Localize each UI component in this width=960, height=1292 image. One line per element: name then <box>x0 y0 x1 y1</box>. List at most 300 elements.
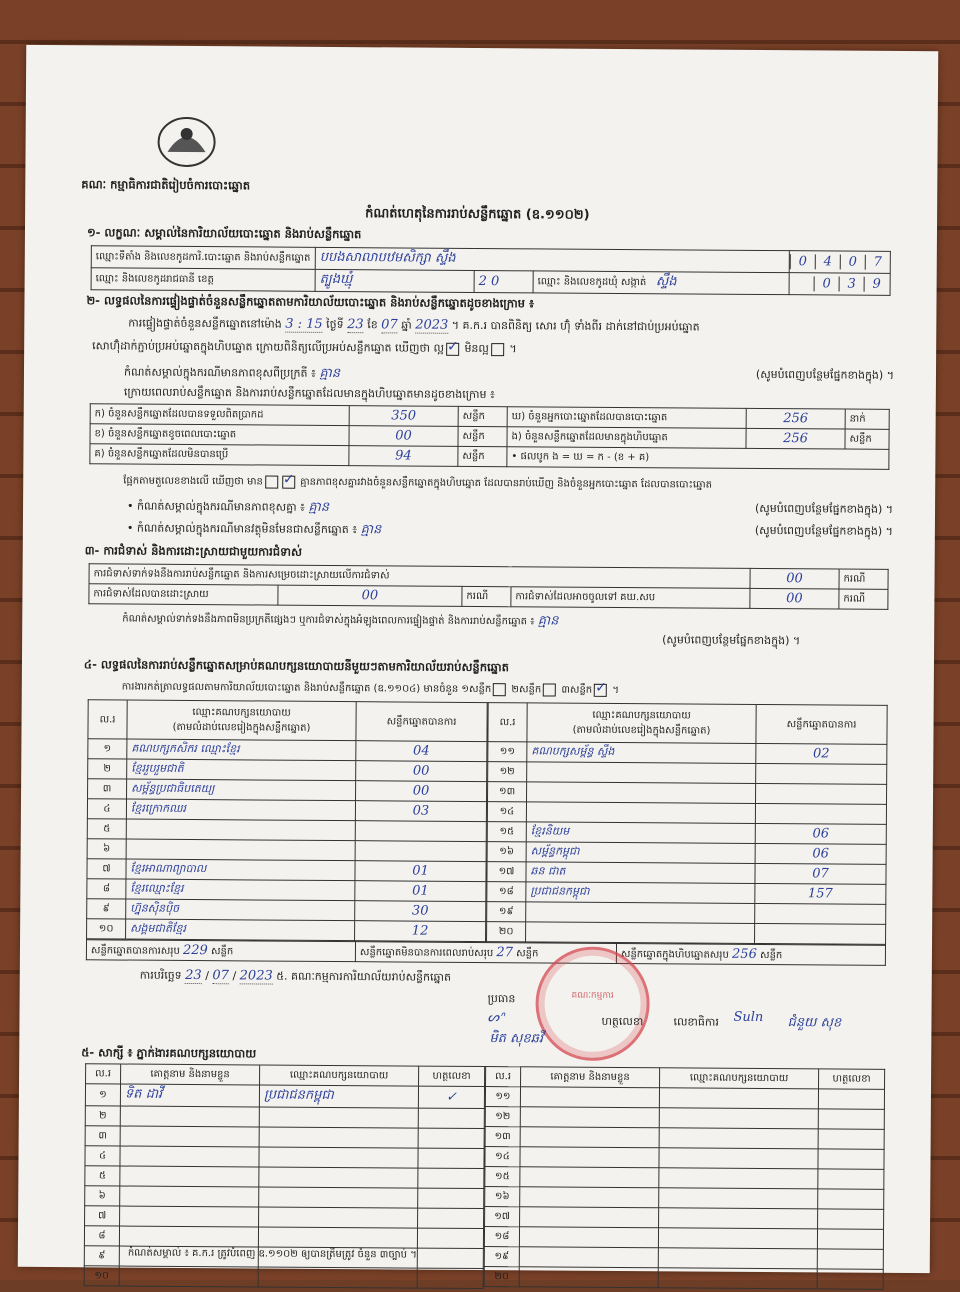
result-votes: 02 <box>756 743 887 764</box>
sum-unit: សន្លឹក <box>760 949 783 961</box>
sec3-unit: ករណី <box>839 569 888 589</box>
witness-party <box>659 1168 818 1189</box>
witness-party <box>259 1107 418 1128</box>
made-label: ការបរិច្ឆេទ <box>139 968 182 982</box>
result-row <box>487 922 886 945</box>
result-no: ១២ <box>488 762 527 782</box>
result-party: សម្ព័ន្ធប្រជាធិបតេយ្យ <box>127 779 356 801</box>
witness-party <box>258 1267 417 1288</box>
witness-signature <box>417 1268 483 1288</box>
note2-value: គ្មាន <box>308 499 330 515</box>
witness-no: ៦ <box>85 1186 120 1206</box>
national-emblem-icon <box>153 112 219 170</box>
sec2-line1 <box>128 316 699 337</box>
results-table-left <box>86 699 488 942</box>
result-row <box>487 882 886 905</box>
notok-label: មិនល្អ <box>464 341 489 356</box>
witness-name <box>520 1087 659 1108</box>
witness-name <box>519 1247 658 1268</box>
witness-row <box>484 1267 883 1290</box>
witness-signature <box>817 1269 883 1289</box>
sec1-row1-label: ឈ្មោះទីតាំង និងលេខកូដការិ.បោះឆ្នោត និងរាប់សន្លឹកឆ្នោត <box>91 246 315 270</box>
witness-row <box>485 1167 884 1190</box>
note1-label: កំណត់សម្គាល់ក្នុងករណីមានភាពខុសពីប្រក្រតី ៖ <box>123 365 316 380</box>
result-no: ១៣ <box>488 782 527 802</box>
witness-no: ១ <box>85 1084 120 1106</box>
sec1-row1-code <box>789 251 890 274</box>
sec1-row2-commune <box>533 271 789 295</box>
wit-col-name: គោត្តនាម និងនាមខ្លួន <box>521 1067 660 1088</box>
witness-no: ៨ <box>84 1226 119 1246</box>
result-votes <box>755 803 886 824</box>
witness-no: ១៦ <box>485 1187 520 1207</box>
witness-row <box>85 1146 484 1169</box>
result-party: ឆន ជាត <box>526 862 755 884</box>
witness-name <box>520 1107 659 1128</box>
results-table-right <box>486 702 888 945</box>
witness-signature <box>818 1169 884 1189</box>
witness-signature <box>418 1128 484 1148</box>
note3-hint: (សូមបំពេញបន្ថែមផ្នែកខាងក្នុង) ។ <box>754 523 893 538</box>
result-no: ៤ <box>87 799 126 819</box>
sec2-count-table <box>89 403 889 470</box>
day-label: ថ្ងៃទី <box>326 317 344 332</box>
witness-row <box>85 1186 484 1209</box>
result-row <box>87 839 486 862</box>
witness-row <box>485 1127 884 1150</box>
made-post: ៥. គណៈកម្មការការិយាល័យរាប់សន្លឹកឆ្នោត <box>276 969 452 984</box>
sec3-r2-value: 00 <box>278 585 462 606</box>
sum3 <box>616 943 885 965</box>
witness-no: ១៨ <box>484 1227 519 1247</box>
witness-row <box>85 1206 484 1229</box>
result-row <box>487 902 886 925</box>
month-label: ខែ <box>367 318 378 332</box>
witness-party <box>659 1148 818 1169</box>
sum-table <box>86 939 886 966</box>
result-no: ៧ <box>87 859 126 879</box>
result-party: ខ្មែរនិយម <box>526 822 755 844</box>
witness-name <box>520 1127 659 1148</box>
witness-name <box>120 1106 259 1127</box>
sec3-title: ៣- ការជំទាស់ និងការដោះស្រាយជាមួយការជំទាស់ <box>84 543 303 559</box>
no-diff-checkbox[interactable] <box>282 475 295 488</box>
sec1-row2-value: ត្បូងឃ្មុំ <box>315 269 474 292</box>
witness-row <box>84 1266 483 1289</box>
one-sheet-checkbox[interactable] <box>493 683 506 696</box>
ok-label: ល្អ <box>433 341 445 355</box>
chair-sig-label: ហត្ថលេខា <box>601 1014 644 1029</box>
witness-row <box>485 1187 884 1210</box>
witness-signature <box>418 1168 484 1188</box>
witness-no: ១៤ <box>485 1147 520 1167</box>
result-votes: 06 <box>755 823 886 844</box>
sec1-row2-num: 2 0 <box>474 270 533 292</box>
line1-post: ។ គ.ក.រ បានពិនិត្យ សោរ ហ៊ុំ ទាំងពីរ ដាក់នៅជាប់ប្រអប់ឆ្នោត <box>451 318 700 334</box>
witness-table-right <box>484 1066 886 1290</box>
result-party: ខ្មែរឈ្មោះខ្មែរ <box>126 879 355 901</box>
ok-checkbox[interactable] <box>446 342 459 355</box>
result-party: គណបក្សសម្ព័ន្ធ ស្ទឹង <box>527 742 756 764</box>
three-sheet-checkbox[interactable] <box>594 683 607 696</box>
sec3-unit: ករណី <box>462 586 511 606</box>
stamp-text: គណៈកម្មការ <box>571 990 614 1001</box>
result-row <box>87 859 486 882</box>
result-no: ២ <box>88 759 127 779</box>
sec3-r2-value2: 00 <box>750 588 839 609</box>
result-row <box>487 802 886 825</box>
code-digit: 0 <box>790 254 815 269</box>
result-votes <box>755 923 886 944</box>
witness-name <box>119 1226 258 1247</box>
count-day: 23 <box>347 317 364 333</box>
result-votes: 03 <box>355 801 486 822</box>
sec2-note3 <box>127 520 893 544</box>
ballot-count-form <box>18 45 939 1283</box>
count-year: 2023 <box>415 317 449 333</box>
witness-signature <box>818 1209 884 1229</box>
sec4-intro-text: ការងារកត់ត្រាលទ្ធផលតាមការិយាល័យបោះឆ្នោត និងរាប់សន្លឹកឆ្នោត (ឧ.១១០៤) មានចំនួន ១សន្លឹក <box>121 681 492 696</box>
result-party: គណបក្សកសិករ ឈ្មោះខ្មែរ <box>127 739 356 761</box>
witness-name <box>119 1266 258 1287</box>
witness-row <box>85 1106 484 1129</box>
sec3-r1-label: ការជំទាស់ទាក់ទងនឹងការរាប់សន្លឹកឆ្នោត និងការសម្រេចដោះស្រាយលើការជំទាស់ <box>89 564 750 589</box>
page-title: កំណត់ហេតុនៃការរាប់សន្លឹកឆ្នោត (ឧ.១១០២) <box>365 206 590 223</box>
witness-no: ១៣ <box>485 1127 520 1147</box>
result-row <box>87 899 486 922</box>
witness-signature <box>418 1208 484 1228</box>
sum3-value: 256 <box>732 946 757 962</box>
sum1-label: សន្លឹកឆ្នោតបានការសរុប <box>90 944 180 957</box>
witness-party <box>658 1228 817 1249</box>
count-label: ខ) ចំនួនសន្លឹកឆ្នោតខូចពេលបោះឆ្នោត <box>90 424 349 446</box>
secretary-name: ជំនួយ សុខ <box>787 1015 842 1031</box>
sec2-line2: សោហ៊ុំដាក់ភ្ជាប់ប្រអប់ឆ្នោតក្នុងហិបឆ្នោត ក្រោយពិនិត្យលើប្រអប់សន្លឹកឆ្នោត ឃើញថា ល្អ✓ មិនល្អ ។ <box>92 339 517 358</box>
result-party <box>526 902 755 924</box>
notok-checkbox[interactable] <box>491 343 504 356</box>
sum1-value: 229 <box>182 942 208 958</box>
result-row <box>87 799 486 822</box>
header-org: គណៈ កម្មាធិការជាតិរៀបចំការបោះឆ្នោត <box>81 177 251 193</box>
witness-signature <box>818 1129 884 1149</box>
code-digit: 7 <box>865 255 890 270</box>
two-sheet-checkbox[interactable] <box>543 683 556 696</box>
sec1-row2-label: ឈ្មោះ និងលេខកូដរាជធានី ខេត្ត <box>91 268 315 292</box>
witness-no: ៣ <box>85 1126 120 1146</box>
note2-label: • កំណត់សម្គាល់ក្នុងករណីមានភាពខុសគ្នា ៖ <box>127 499 305 514</box>
footer-note: កំណត់សម្គាល់ ៖ គ.ក.រ ត្រូវបំពេញ ឧ.១១០២ ឲ្យបានត្រឹមត្រូវ ចំនួន ៣ច្បាប់ ។ <box>127 1247 417 1261</box>
witness-name <box>120 1206 259 1227</box>
code-digit: 4 <box>815 254 840 269</box>
note1-value: គ្មាន <box>319 365 341 382</box>
witness-signature <box>818 1089 884 1109</box>
result-party <box>126 819 355 841</box>
sec3-r2-label2: ការជំទាស់ដែលអាចចូលទៅ គឃ.សប <box>511 587 750 609</box>
result-votes <box>755 903 886 924</box>
note1-hint: (សូមបំពេញបន្ថែមផ្នែកខាងក្នុង) ។ <box>755 367 895 382</box>
sec2-line4 <box>123 474 712 493</box>
witness-name <box>120 1186 259 1207</box>
witness-row <box>485 1087 884 1110</box>
result-row <box>488 782 887 805</box>
line4-text: ផ្អែកតាមតួលេខខាងលើ ឃើញថា មាន <box>123 475 263 488</box>
result-votes: 04 <box>356 741 487 762</box>
col-votes-header: សន្លឹកឆ្នោតបានការ <box>756 704 887 744</box>
count-unit: សន្លឹក <box>458 406 507 426</box>
witness-party <box>659 1108 818 1129</box>
witness-row <box>485 1207 884 1230</box>
result-no: ១៤ <box>487 802 526 822</box>
sum-unit: សន្លឹក <box>516 947 539 959</box>
witness-party <box>659 1088 818 1109</box>
witness-signature <box>417 1248 483 1268</box>
witness-no: ១១ <box>485 1087 520 1107</box>
sum3-label: សន្លឹកឆ្នោតក្នុងហិបឆ្នោតសរុប <box>620 948 729 961</box>
witness-row <box>85 1084 484 1109</box>
witness-party <box>259 1127 418 1148</box>
sum2-value: 27 <box>496 944 514 960</box>
witness-name <box>520 1207 659 1228</box>
witness-signature <box>817 1249 883 1269</box>
three-sheet-label: ៣សន្លឹក <box>561 684 593 696</box>
result-row <box>88 779 487 802</box>
witness-signature <box>818 1109 884 1129</box>
result-no: ១៦ <box>487 842 526 862</box>
result-party: ហ្វ៊ុនស៊ិនប៉ិច <box>126 899 355 921</box>
sec4-intro: ការងារកត់ត្រាលទ្ធផលតាមការិយាល័យបោះឆ្នោត និងរាប់សន្លឹកឆ្នោត (ឧ.១១០៤) មានចំនួន ១សន្លឹក ២សន្លឹក ៣សន្លឹក✓ ។ <box>122 680 619 698</box>
wit-col-no: ល.រ <box>86 1064 121 1084</box>
result-no: ១១ <box>488 742 527 762</box>
result-party: ខ្មែររួបរួមជាតិ <box>127 759 356 781</box>
sum1 <box>86 940 355 962</box>
result-no: ១៨ <box>487 882 526 902</box>
witness-party <box>658 1248 817 1269</box>
result-no: ៥ <box>87 819 126 839</box>
result-votes: 12 <box>355 921 486 942</box>
sec1-title: ១- លក្ខណៈ សម្គាល់នៃការិយាល័យបោះឆ្នោត និងរាប់សន្លឹកឆ្នោត <box>86 225 362 242</box>
sec5-title: ៥- សាក្សី ៖ ភ្នាក់ងារគណបក្សនយោបាយ <box>81 1045 257 1061</box>
result-votes: 00 <box>356 781 487 802</box>
sec4-title: ៤- លទ្ធផលនៃការរាប់សន្លឹកឆ្នោតសម្រាប់គណបក្សនយោបាយនីមួយៗតាមការិយាល័យរាប់សន្លឹកឆ្នោត <box>83 657 509 675</box>
made-date-line: ការបរិច្ឆេទ 23 / 07 / 2023 ៥. គណៈកម្មការការិយាល័យរាប់សន្លឹកឆ្នោត <box>139 967 452 984</box>
witness-no: ១៧ <box>485 1207 520 1227</box>
witness-no: ១២ <box>485 1107 520 1127</box>
code-digit: 0 <box>840 255 865 270</box>
line4-b-text: គ្មានភាពខុសគ្នារវាងចំនួនសន្លឹកឆ្នោតក្នុងហិបឆ្នោត ដែលបានរាប់ឃើញ និងចំនួនអ្នកបោះឆ្នោត ដែលបានបោះឆ្នោត <box>300 476 713 491</box>
sec3-unit: ករណី <box>839 589 888 609</box>
result-no: ១០ <box>87 919 126 939</box>
made-month: 07 <box>212 968 230 984</box>
result-row <box>488 762 887 785</box>
witness-signature <box>818 1149 884 1169</box>
sec1-row2-code <box>789 273 890 296</box>
count-label: ក) ចំនួនសន្លឹកឆ្នោតដែលបានទទួលពិតប្រាកដ <box>90 404 349 426</box>
witness-name: ទិត ដាវី <box>120 1084 259 1107</box>
result-no: ២០ <box>487 922 526 942</box>
witness-party <box>659 1188 818 1209</box>
witness-party <box>259 1207 418 1228</box>
result-no: ១ <box>88 739 127 759</box>
wit-col-party: ឈ្មោះគណបក្សនយោបាយ <box>660 1068 819 1089</box>
witness-no: ១៩ <box>484 1247 519 1267</box>
result-votes: 00 <box>356 761 487 782</box>
sec2-line3: ក្រោយពេលរាប់សន្លឹកឆ្នោត និងការរាប់សន្លឹកឆ្នោតដែលមានក្នុងហិបឆ្នោតមានដូចខាងក្រោម ៖ <box>123 385 495 402</box>
sec1-row2-value2: ស្ទឹង <box>655 274 677 290</box>
result-no: ៣ <box>88 779 127 799</box>
wit-col-sig: ហត្ថលេខា <box>819 1069 885 1089</box>
witness-name <box>520 1167 659 1188</box>
official-stamp <box>535 946 650 1061</box>
count-row <box>90 444 889 470</box>
witness-row <box>485 1107 884 1130</box>
wit-col-sig: ហត្ថលេខា <box>419 1066 485 1086</box>
count-value: 256 <box>746 408 845 429</box>
wit-col-no: ល.រ <box>486 1067 521 1087</box>
col-votes-header: សន្លឹកឆ្នោតបានការ <box>356 702 487 742</box>
witness-signature <box>418 1108 484 1128</box>
witness-name <box>520 1147 659 1168</box>
result-votes: 06 <box>755 843 886 864</box>
witness-signature: ✓ <box>418 1086 484 1108</box>
witness-no: ៩ <box>84 1246 119 1266</box>
witness-party <box>259 1167 418 1188</box>
sec3-r2-label: ការជំទាស់ដែលបានដោះស្រាយ <box>89 584 278 605</box>
result-no: ៦ <box>87 839 126 859</box>
count-unit: សន្លឹក <box>458 446 507 466</box>
sec3-note-label: កំណត់សម្គាល់ទាក់ទងនឹងភាពមិនប្រក្រតីផ្សេងៗ ឬការជំទាស់ក្នុងអំឡុងពេលការផ្ទៀងផ្ទាត់ និងការរាប់សន្លឹកឆ្នោត ៖ <box>122 613 535 628</box>
sec1-row1-value: បបងសាលាបឋមសិក្សា ស្ទឹង <box>315 247 789 272</box>
count-month: 07 <box>381 317 398 333</box>
line2-text: សោហ៊ុំដាក់ភ្ជាប់ប្រអប់ឆ្នោតក្នុងហិបឆ្នោត ក្រោយពិនិត្យលើប្រអប់សន្លឹកឆ្នោត ឃើញថា <box>92 339 431 355</box>
col-party-header <box>127 700 356 741</box>
chair-name: មិត សុខឆវី <box>489 1031 544 1047</box>
result-row <box>87 919 486 942</box>
result-votes <box>755 783 886 804</box>
note2-hint: (សូមបំពេញបន្ថែមផ្នែកខាងក្នុង) ។ <box>754 501 894 516</box>
count-formula: • ផលបូក ង = ឃ = ក - (ខ + គ) <box>507 447 889 470</box>
witness-name <box>120 1166 259 1187</box>
sec3-note <box>122 610 888 634</box>
witness-no: ៤ <box>85 1146 120 1166</box>
result-row <box>488 742 887 765</box>
two-sheet-label: ២សន្លឹក <box>511 684 542 696</box>
col-party-header <box>527 703 756 744</box>
chair-signature: ᔕᐢ <box>487 1010 505 1026</box>
result-votes: 30 <box>355 901 486 922</box>
sec2-note2 <box>127 498 893 522</box>
witness-no: ១៥ <box>485 1167 520 1187</box>
sec3-note-value: គ្មាន <box>537 613 559 629</box>
wit-col-party: ឈ្មោះគណបក្សនយោបាយ <box>260 1065 419 1086</box>
result-party <box>526 922 755 944</box>
result-party: សង្គមជាតិខ្មែរ <box>126 919 355 941</box>
witness-name <box>120 1146 259 1167</box>
result-no: ១៥ <box>487 822 526 842</box>
witness-no: ២០ <box>484 1267 519 1287</box>
result-votes <box>355 841 486 862</box>
witness-no: ១០ <box>84 1266 119 1286</box>
col-no-header: ល.រ <box>88 700 127 739</box>
witness-name <box>519 1267 658 1288</box>
sec3-note-hint: (សូមបំពេញបន្ថែមផ្នែកខាងក្នុង) ។ <box>662 633 801 648</box>
witness-signature <box>818 1189 884 1209</box>
count-label: គ) ចំនួនសន្លឹកឆ្នោតដែលមិនបានប្រើ <box>90 444 349 466</box>
count-value: 256 <box>746 428 845 449</box>
sec3-table <box>88 563 888 610</box>
witness-party <box>658 1268 817 1289</box>
witness-signature <box>418 1148 484 1168</box>
witness-no: ២ <box>85 1106 120 1126</box>
count-value: 350 <box>349 406 458 427</box>
note3-label: • កំណត់សម្គាល់ក្នុងករណីមានវត្ថុមិនមែនជាសន្លឹកឆ្នោត ៖ <box>126 521 358 537</box>
result-votes: 07 <box>755 863 886 884</box>
count-unit: សន្លឹក <box>458 426 507 446</box>
result-row <box>87 819 486 842</box>
result-votes <box>756 763 887 784</box>
witness-party <box>258 1227 417 1248</box>
result-party <box>126 839 355 861</box>
result-no: ១៧ <box>487 862 526 882</box>
result-no: ៨ <box>87 879 126 899</box>
result-row <box>87 879 486 902</box>
chair-label: ប្រធាន <box>487 992 516 1006</box>
result-row <box>88 759 487 782</box>
count-value: 00 <box>349 426 458 447</box>
witness-row <box>485 1147 884 1170</box>
sec1-row2-label2: ឈ្មោះ និងលេខកូដឃុំ សង្កាត់ <box>537 276 647 289</box>
witness-party: ប្រជាជនកម្ពុជា <box>259 1085 418 1108</box>
has-diff-checkbox[interactable] <box>265 475 278 488</box>
made-day: 23 <box>185 967 202 984</box>
witness-signature <box>817 1229 883 1249</box>
witness-row <box>85 1126 484 1149</box>
result-votes: 157 <box>755 883 886 904</box>
witness-name <box>120 1126 259 1147</box>
result-row <box>487 862 886 885</box>
count-label: ឃ) ចំនួនអ្នកបោះឆ្នោតដែលបានបោះឆ្នោត <box>507 407 746 429</box>
year-label: ឆ្នាំ <box>401 318 412 332</box>
witness-row <box>85 1166 484 1189</box>
witness-row <box>484 1227 883 1250</box>
result-party: ប្រជាជនកម្ពុជា <box>526 882 755 904</box>
count-time: 3 : 15 <box>285 316 323 332</box>
result-row <box>487 842 886 865</box>
count-label: ង) ចំនួនសន្លឹកឆ្នោតដែលមានក្នុងហិបឆ្នោត <box>507 427 746 449</box>
col-party-title: ឈ្មោះគណបក្សនយោបាយ <box>592 709 691 722</box>
note3-value: គ្មាន <box>360 522 382 538</box>
witness-party <box>259 1147 418 1168</box>
code-digit: 9 <box>864 277 889 292</box>
col-party-sub: (តាមលំដាប់លេខរៀងក្នុងសន្លឹកឆ្នោត) <box>172 721 311 734</box>
col-no-header: ល.រ <box>488 703 527 742</box>
result-no: ៩ <box>87 899 126 919</box>
result-votes: 01 <box>355 861 486 882</box>
result-party: សម្ព័ន្ធកម្ពុជា <box>526 842 755 864</box>
witness-party <box>659 1128 818 1149</box>
result-party <box>527 782 756 804</box>
secretary-label: លេខាធិការ <box>673 1015 719 1029</box>
count-value: 94 <box>349 446 458 467</box>
sec3-r1-value: 00 <box>750 568 839 589</box>
secretary-signature: Suln <box>733 1009 764 1026</box>
count-unit: សន្លឹក <box>845 429 889 449</box>
col-party-sub: (តាមលំដាប់លេខរៀងក្នុងសន្លឹកឆ្នោត) <box>572 724 711 737</box>
result-votes: 01 <box>355 881 486 902</box>
witness-name <box>520 1187 659 1208</box>
result-no: ១៩ <box>487 902 526 922</box>
witness-name <box>519 1227 658 1248</box>
code-digit: 0 <box>814 276 839 291</box>
